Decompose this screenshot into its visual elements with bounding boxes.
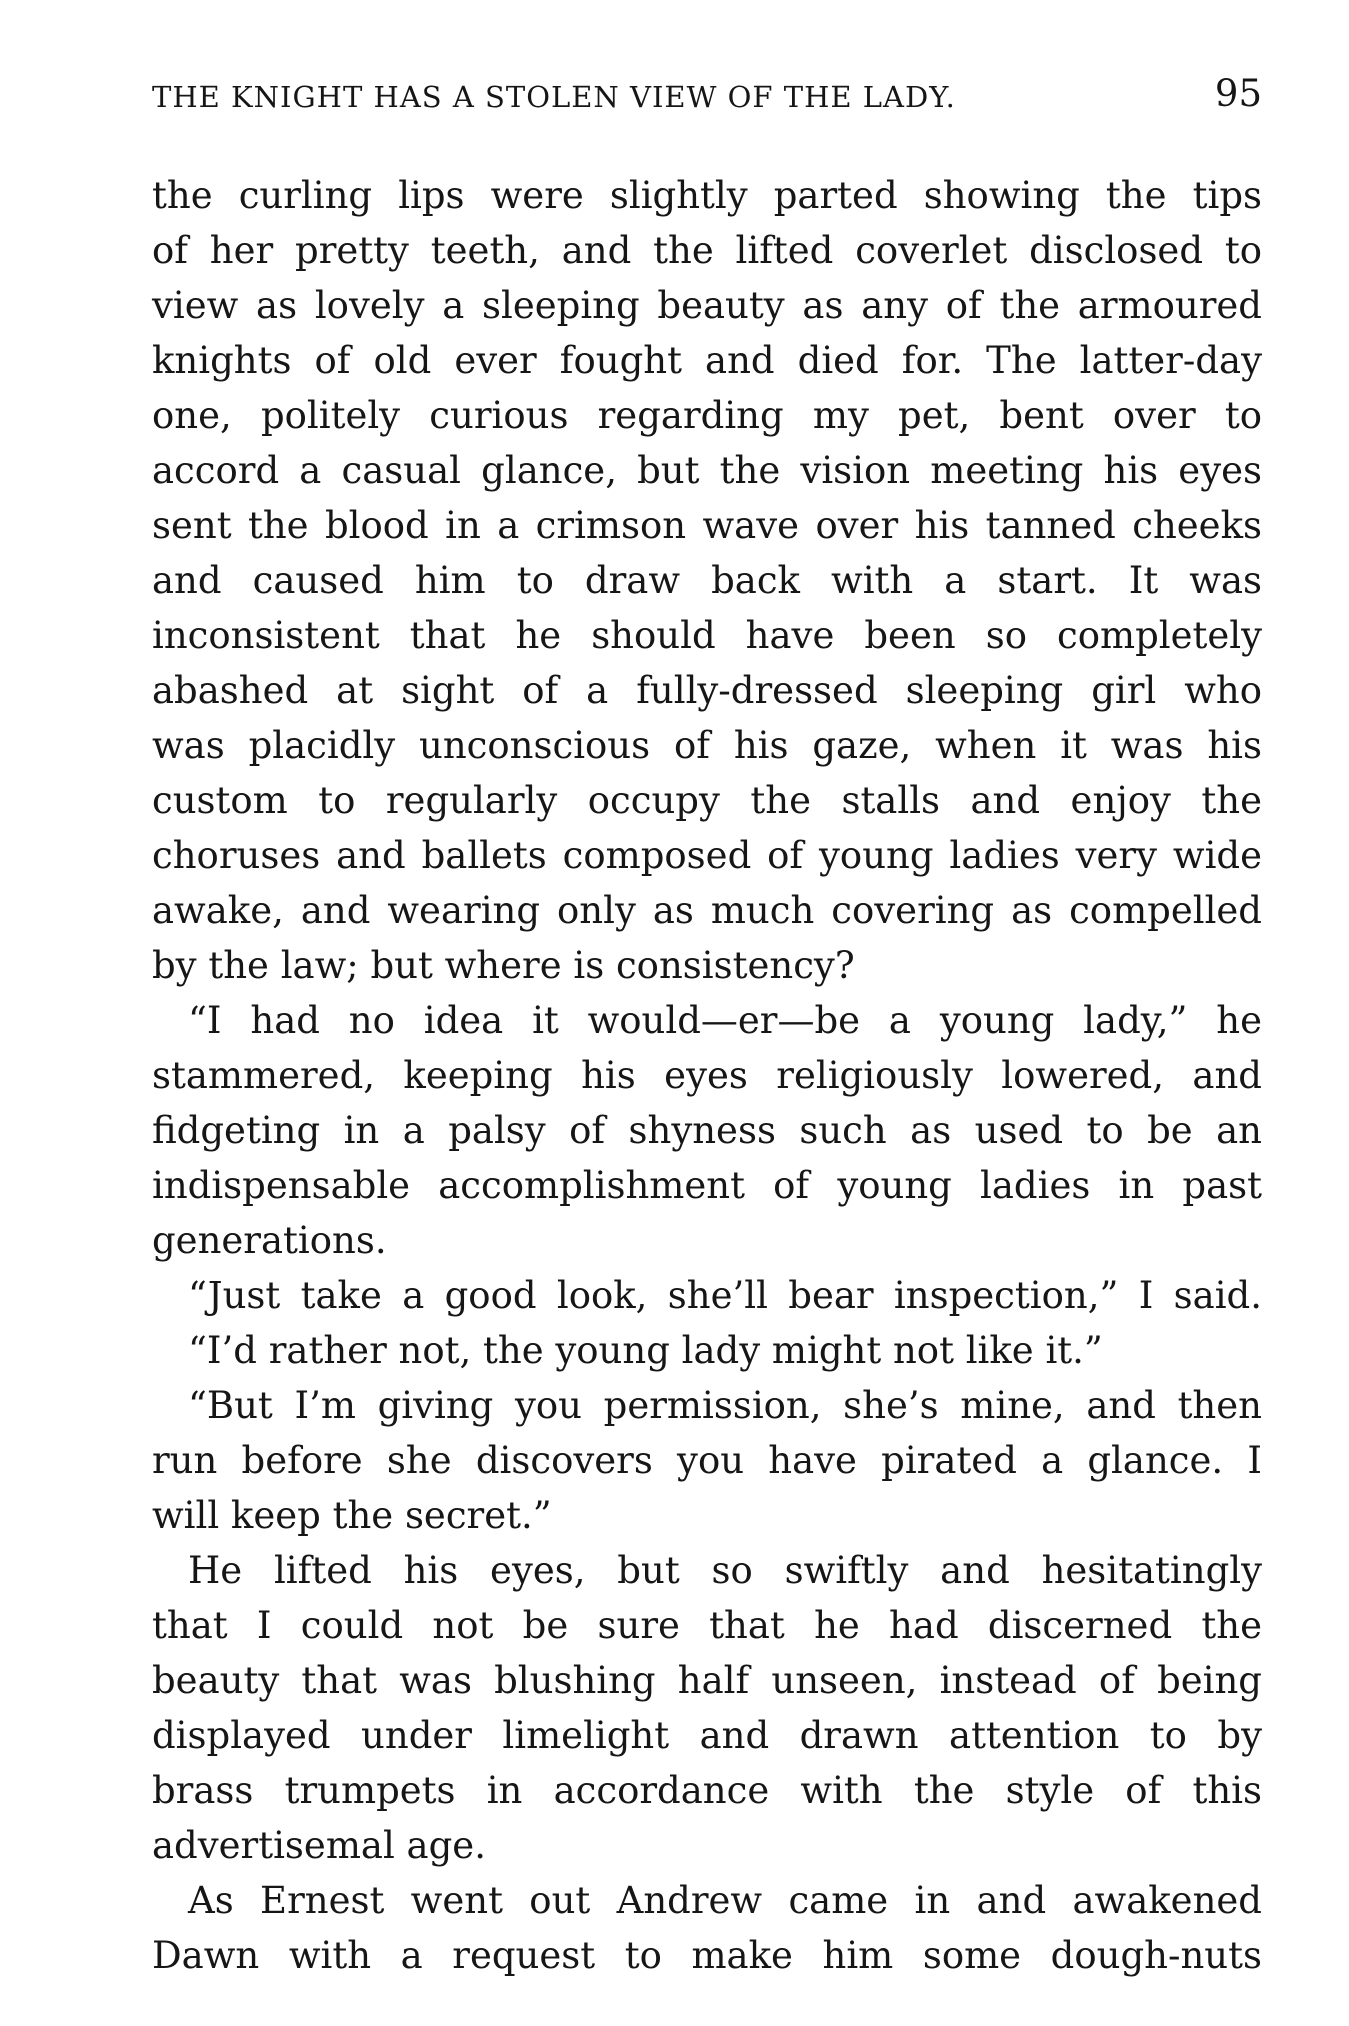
body-text [152, 168, 1262, 1983]
text-line: view as lovely a sleeping beauty as any of the armoured [152, 284, 1262, 327]
text-line: knights of old ever fought and died for. The latter-day [152, 339, 1262, 382]
text-line: run before she discovers you have pirated a glance. I [152, 1439, 1262, 1482]
text-line: indispensable accomplishment of young ladies in past [152, 1164, 1262, 1207]
text-line: stammered, keeping his eyes religiously lowered, and [152, 1054, 1262, 1097]
text-line: awake, and wearing only as much covering as compelled [152, 889, 1262, 932]
text-line: that I could not be sure that he had discerned the [152, 1604, 1262, 1647]
text-line: was placidly unconscious of his gaze, when it was his [152, 724, 1262, 767]
text-line: will keep the secret.” [152, 1494, 552, 1537]
page-number: 95 [1214, 72, 1262, 115]
text-line: He lifted his eyes, but so swiftly and hesitatingly [188, 1549, 1262, 1592]
text-line: generations. [152, 1219, 387, 1262]
text-line: accord a casual glance, but the vision meeting his eyes [152, 449, 1262, 492]
text-line: abashed at sight of a fully-dressed sleeping girl who [152, 669, 1262, 712]
text-line: “Just take a good look, she’ll bear inspection,” I said. [188, 1274, 1262, 1317]
text-line: “I had no idea it would—er—be a young lady,” he [188, 999, 1262, 1042]
text-line: brass trumpets in accordance with the style of this [152, 1769, 1262, 1812]
text-line: inconsistent that he should have been so completely [152, 614, 1262, 657]
text-line: Dawn with a request to make him some dough-nuts [152, 1934, 1262, 1977]
text-line: and caused him to draw back with a start. It was [152, 559, 1262, 602]
running-head: THE KNIGHT HAS A STOLEN VIEW OF THE LADY. [152, 80, 956, 114]
text-line: one, politely curious regarding my pet, bent over to [152, 394, 1262, 437]
text-line: custom to regularly occupy the stalls and enjoy the [152, 779, 1262, 822]
text-line: “I’d rather not, the young lady might not like it.” [188, 1329, 1103, 1372]
text-line: choruses and ballets composed of young ladies very wide [152, 834, 1262, 877]
text-line: the curling lips were slightly parted showing the tips [152, 174, 1262, 217]
text-line: sent the blood in a crimson wave over his tanned cheeks [152, 504, 1262, 547]
text-line: by the law; but where is consistency? [152, 944, 855, 987]
text-line: As Ernest went out Andrew came in and awakened [188, 1879, 1262, 1922]
text-line: fidgeting in a palsy of shyness such as used to be an [152, 1109, 1262, 1152]
text-line: advertisemal age. [152, 1824, 486, 1867]
text-line: of her pretty teeth, and the lifted coverlet disclosed to [152, 229, 1262, 272]
page-header [152, 68, 1262, 128]
text-line: beauty that was blushing half unseen, instead of being [152, 1659, 1262, 1702]
text-line: “But I’m giving you permission, she’s mine, and then [188, 1384, 1262, 1427]
text-line: displayed under limelight and drawn attention to by [152, 1714, 1262, 1757]
